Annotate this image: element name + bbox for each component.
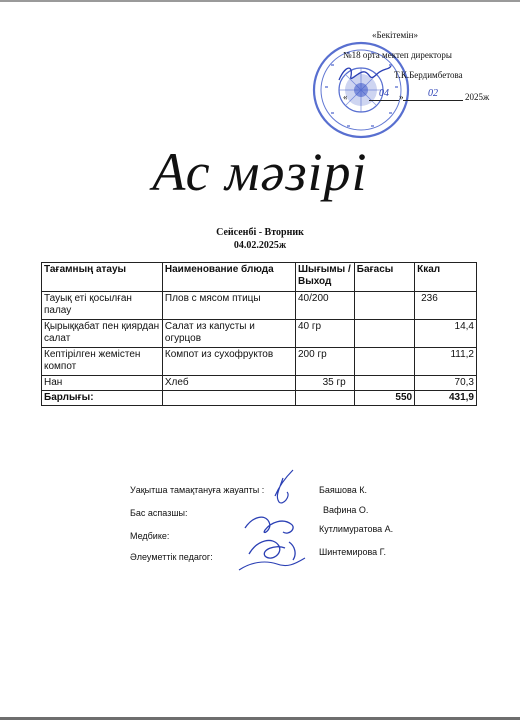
cell-dish-ru: Компот из сухофруктов: [162, 348, 295, 376]
total-price: 550: [354, 391, 414, 406]
cell-kcal: 14,4: [415, 320, 477, 348]
page-title: Ас мәзірі: [152, 142, 368, 202]
menu-day-label: Сейсенбі - Вторник: [216, 227, 304, 238]
signatory-role: Әлеуметтік педагог:: [130, 552, 213, 562]
table-header-row: [42, 263, 477, 292]
signatory-name: Шинтемирова Г.: [319, 547, 386, 557]
total-kcal: 431,9: [415, 391, 477, 406]
header-dish-kk: Тағамның атауы: [42, 263, 163, 292]
header-yield: Шығымы / Выход: [295, 263, 354, 292]
cell-dish-kk: Қырыққабат пен қиярдан салат: [42, 320, 163, 348]
cell-kcal: 236: [415, 292, 477, 320]
approval-year: 2025ж: [465, 92, 490, 102]
cell-dish-ru: Хлеб: [162, 376, 295, 391]
menu-date: 04.02.2025ж: [233, 240, 287, 251]
table-row: [42, 320, 477, 348]
approval-title: «Бекітемін»: [372, 30, 418, 40]
signatory-role: Бас аспазшы:: [130, 508, 188, 518]
cell-price: [354, 292, 414, 320]
cell-dish-kk: Нан: [42, 376, 163, 391]
signatory-role: Медбике:: [130, 531, 170, 541]
signatory-name: Баяшова К.: [319, 485, 367, 495]
cell-yield: 200 гр: [295, 348, 354, 376]
approval-director-position: №18 орта мектеп директоры: [343, 50, 452, 60]
signatory-role: Уақытша тамақтануға жауапты :: [130, 485, 265, 495]
cell-dish-ru: Плов с мясом птицы: [162, 292, 295, 320]
page-edge-top: [0, 0, 520, 2]
header-kcal: Ккал: [415, 263, 477, 292]
total-empty-cell: [295, 391, 354, 406]
approval-quote-open: «: [343, 92, 348, 102]
total-empty-cell: [162, 391, 295, 406]
cell-yield: 40 гр: [295, 320, 354, 348]
cell-dish-kk: Кептірілген жемістен компот: [42, 348, 163, 376]
table-row: [42, 348, 477, 376]
director-signature: [335, 60, 395, 88]
signatory-name: Вафина О.: [323, 505, 369, 515]
total-label: Барлығы:: [42, 391, 163, 406]
table-total-row: [42, 391, 477, 406]
approval-day: 04: [369, 88, 399, 101]
cell-dish-kk: Тауық еті қосылған палау: [42, 292, 163, 320]
cell-dish-ru: Салат из капусты и огурцов: [162, 320, 295, 348]
approval-month: 02: [403, 88, 463, 101]
cell-price: [354, 376, 414, 391]
table-row: [42, 292, 477, 320]
signatory-name: Кутлимуратова А.: [319, 524, 394, 534]
cell-yield: 40/200: [295, 292, 354, 320]
cell-price: [354, 348, 414, 376]
approval-director-name: Т.К.Бердимбетова: [394, 70, 463, 80]
approval-quote-close: »: [399, 92, 404, 102]
menu-table: [41, 262, 477, 406]
cell-kcal: 70,3: [415, 376, 477, 391]
cell-kcal: 111,2: [415, 348, 477, 376]
cell-price: [354, 320, 414, 348]
table-row: [42, 376, 477, 391]
header-price: Бағасы: [354, 263, 414, 292]
header-dish-ru: Наименование блюда: [162, 263, 295, 292]
cell-yield: 35 гр: [295, 376, 354, 391]
